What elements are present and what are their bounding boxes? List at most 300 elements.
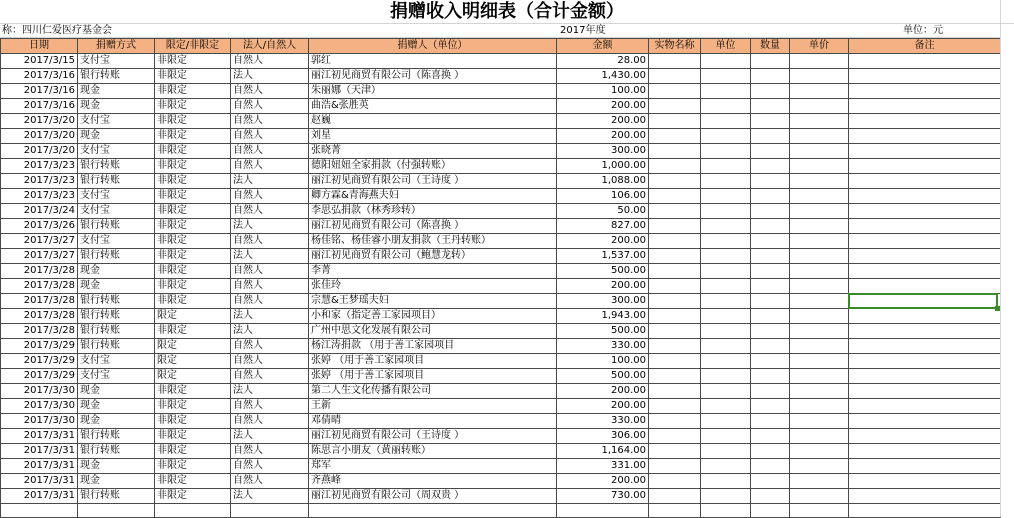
- item-name-cell[interactable]: [649, 399, 701, 414]
- donor-type-cell[interactable]: 自然人: [231, 414, 309, 429]
- date-cell[interactable]: 2017/3/27: [1, 234, 78, 249]
- remarks-cell[interactable]: [849, 189, 1001, 204]
- unit-price-cell[interactable]: [790, 264, 849, 279]
- unit-cell[interactable]: [701, 54, 751, 69]
- remarks-cell[interactable]: [849, 384, 1001, 399]
- quantity-cell[interactable]: [751, 204, 790, 219]
- date-cell[interactable]: 2017/3/28: [1, 294, 78, 309]
- donor-cell[interactable]: 朱丽娜（天津）: [309, 84, 557, 99]
- remarks-cell[interactable]: [849, 429, 1001, 444]
- unit-price-cell[interactable]: [790, 144, 849, 159]
- item-name-cell[interactable]: [649, 144, 701, 159]
- donor-type-cell[interactable]: 法人: [231, 69, 309, 84]
- item-name-cell[interactable]: [649, 219, 701, 234]
- restriction-cell[interactable]: 非限定: [155, 54, 231, 69]
- amount-cell[interactable]: 730.00: [557, 489, 649, 504]
- method-cell[interactable]: [78, 504, 155, 518]
- donor-cell[interactable]: 曲浩&张胜英: [309, 99, 557, 114]
- donor-type-cell[interactable]: 法人: [231, 429, 309, 444]
- unit-price-cell[interactable]: [790, 324, 849, 339]
- donor-type-cell[interactable]: 自然人: [231, 279, 309, 294]
- method-cell[interactable]: 银行转账: [78, 429, 155, 444]
- unit-price-cell[interactable]: [790, 249, 849, 264]
- method-cell[interactable]: 银行转账: [78, 339, 155, 354]
- quantity-cell[interactable]: [751, 354, 790, 369]
- amount-cell[interactable]: 100.00: [557, 84, 649, 99]
- restriction-cell[interactable]: 非限定: [155, 279, 231, 294]
- donor-type-cell[interactable]: 法人: [231, 489, 309, 504]
- unit-cell[interactable]: [701, 294, 751, 309]
- method-cell[interactable]: 现金: [78, 84, 155, 99]
- method-cell[interactable]: 银行转账: [78, 324, 155, 339]
- donor-type-cell[interactable]: 法人: [231, 309, 309, 324]
- donor-cell[interactable]: 丽江初见商贸有限公司（王诗度 ）: [309, 174, 557, 189]
- restriction-cell[interactable]: 非限定: [155, 204, 231, 219]
- quantity-cell[interactable]: [751, 414, 790, 429]
- method-cell[interactable]: 支付宝: [78, 144, 155, 159]
- unit-price-cell[interactable]: [790, 399, 849, 414]
- donor-cell[interactable]: 丽江初见商贸有限公司（周双贵 ）: [309, 489, 557, 504]
- donor-type-cell[interactable]: 自然人: [231, 204, 309, 219]
- date-cell[interactable]: 2017/3/29: [1, 339, 78, 354]
- date-cell[interactable]: 2017/3/24: [1, 204, 78, 219]
- amount-cell[interactable]: 200.00: [557, 399, 649, 414]
- unit-cell[interactable]: [701, 204, 751, 219]
- remarks-cell[interactable]: [849, 219, 1001, 234]
- donor-cell[interactable]: 丽江初见商贸有限公司（陈喜换 ）: [309, 69, 557, 84]
- method-cell[interactable]: 银行转账: [78, 69, 155, 84]
- unit-price-cell[interactable]: [790, 174, 849, 189]
- remarks-cell[interactable]: [849, 369, 1001, 384]
- remarks-cell[interactable]: [849, 459, 1001, 474]
- quantity-cell[interactable]: [751, 459, 790, 474]
- quantity-cell[interactable]: [751, 399, 790, 414]
- amount-cell[interactable]: 200.00: [557, 114, 649, 129]
- donor-type-cell[interactable]: 自然人: [231, 399, 309, 414]
- item-name-cell[interactable]: [649, 324, 701, 339]
- item-name-cell[interactable]: [649, 474, 701, 489]
- unit-price-cell[interactable]: [790, 354, 849, 369]
- date-cell[interactable]: [1, 504, 78, 518]
- donor-cell[interactable]: 齐燕峰: [309, 474, 557, 489]
- donor-type-cell[interactable]: 自然人: [231, 369, 309, 384]
- date-cell[interactable]: 2017/3/28: [1, 264, 78, 279]
- donor-type-cell[interactable]: 自然人: [231, 339, 309, 354]
- method-cell[interactable]: 现金: [78, 279, 155, 294]
- method-cell[interactable]: 银行转账: [78, 219, 155, 234]
- donor-type-cell[interactable]: 法人: [231, 384, 309, 399]
- quantity-cell[interactable]: [751, 369, 790, 384]
- amount-cell[interactable]: 500.00: [557, 264, 649, 279]
- remarks-cell[interactable]: [849, 159, 1001, 174]
- donor-type-cell[interactable]: 自然人: [231, 99, 309, 114]
- amount-cell[interactable]: 200.00: [557, 234, 649, 249]
- remarks-cell[interactable]: [849, 354, 1001, 369]
- unit-cell[interactable]: [701, 114, 751, 129]
- quantity-cell[interactable]: [751, 384, 790, 399]
- quantity-cell[interactable]: [751, 279, 790, 294]
- item-name-cell[interactable]: [649, 129, 701, 144]
- date-cell[interactable]: 2017/3/23: [1, 159, 78, 174]
- date-cell[interactable]: 2017/3/31: [1, 444, 78, 459]
- item-name-cell[interactable]: [649, 309, 701, 324]
- date-cell[interactable]: 2017/3/31: [1, 429, 78, 444]
- remarks-cell[interactable]: [849, 99, 1001, 114]
- donor-cell[interactable]: 丽江初见商贸有限公司（陈喜换 ）: [309, 219, 557, 234]
- item-name-cell[interactable]: [649, 234, 701, 249]
- method-cell[interactable]: 支付宝: [78, 54, 155, 69]
- unit-cell[interactable]: [701, 309, 751, 324]
- item-name-cell[interactable]: [649, 69, 701, 84]
- method-cell[interactable]: 支付宝: [78, 369, 155, 384]
- donor-cell[interactable]: 赵巍: [309, 114, 557, 129]
- item-name-cell[interactable]: [649, 339, 701, 354]
- method-cell[interactable]: 支付宝: [78, 114, 155, 129]
- item-name-cell[interactable]: [649, 114, 701, 129]
- date-cell[interactable]: 2017/3/15: [1, 54, 78, 69]
- method-cell[interactable]: 支付宝: [78, 354, 155, 369]
- amount-cell[interactable]: 50.00: [557, 204, 649, 219]
- unit-price-cell[interactable]: [790, 384, 849, 399]
- item-name-cell[interactable]: [649, 159, 701, 174]
- item-name-cell[interactable]: [649, 264, 701, 279]
- unit-price-cell[interactable]: [790, 369, 849, 384]
- remarks-cell[interactable]: [849, 234, 1001, 249]
- date-cell[interactable]: 2017/3/28: [1, 324, 78, 339]
- amount-cell[interactable]: 106.00: [557, 189, 649, 204]
- unit-price-cell[interactable]: [790, 414, 849, 429]
- unit-cell[interactable]: [701, 414, 751, 429]
- item-name-cell[interactable]: [649, 414, 701, 429]
- amount-cell[interactable]: 300.00: [557, 294, 649, 309]
- method-cell[interactable]: 现金: [78, 399, 155, 414]
- remarks-cell[interactable]: [849, 204, 1001, 219]
- unit-cell[interactable]: [701, 84, 751, 99]
- unit-price-cell[interactable]: [790, 99, 849, 114]
- remarks-cell[interactable]: [849, 504, 1001, 518]
- item-name-cell[interactable]: [649, 459, 701, 474]
- amount-cell[interactable]: 330.00: [557, 339, 649, 354]
- date-cell[interactable]: 2017/3/23: [1, 174, 78, 189]
- donor-cell[interactable]: 杨佳铭、杨佳睿小朋友捐款（王丹转账）: [309, 234, 557, 249]
- quantity-cell[interactable]: [751, 264, 790, 279]
- unit-price-cell[interactable]: [790, 444, 849, 459]
- restriction-cell[interactable]: 非限定: [155, 84, 231, 99]
- item-name-cell[interactable]: [649, 249, 701, 264]
- amount-cell[interactable]: 28.00: [557, 54, 649, 69]
- donor-cell[interactable]: 小和家（指定善工家园项目）: [309, 309, 557, 324]
- donor-type-cell[interactable]: 自然人: [231, 234, 309, 249]
- donor-cell[interactable]: 广州中思文化发展有限公司: [309, 324, 557, 339]
- amount-cell[interactable]: 1,088.00: [557, 174, 649, 189]
- donor-cell[interactable]: 郑军: [309, 459, 557, 474]
- unit-price-cell[interactable]: [790, 114, 849, 129]
- unit-cell[interactable]: [701, 264, 751, 279]
- donor-cell[interactable]: 刘星: [309, 129, 557, 144]
- unit-price-cell[interactable]: [790, 54, 849, 69]
- amount-cell[interactable]: 1,430.00: [557, 69, 649, 84]
- amount-cell[interactable]: 1,164.00: [557, 444, 649, 459]
- amount-cell[interactable]: 306.00: [557, 429, 649, 444]
- unit-cell[interactable]: [701, 324, 751, 339]
- restriction-cell[interactable]: 非限定: [155, 249, 231, 264]
- amount-cell[interactable]: 1,943.00: [557, 309, 649, 324]
- amount-cell[interactable]: 1,000.00: [557, 159, 649, 174]
- quantity-cell[interactable]: [751, 294, 790, 309]
- amount-cell[interactable]: [557, 504, 649, 518]
- restriction-cell[interactable]: 非限定: [155, 384, 231, 399]
- donor-cell[interactable]: 张佳玲: [309, 279, 557, 294]
- donor-type-cell[interactable]: 自然人: [231, 144, 309, 159]
- unit-cell[interactable]: [701, 279, 751, 294]
- date-cell[interactable]: 2017/3/20: [1, 144, 78, 159]
- remarks-cell[interactable]: [849, 249, 1001, 264]
- unit-price-cell[interactable]: [790, 489, 849, 504]
- quantity-cell[interactable]: [751, 249, 790, 264]
- quantity-cell[interactable]: [751, 54, 790, 69]
- method-cell[interactable]: 银行转账: [78, 444, 155, 459]
- quantity-cell[interactable]: [751, 504, 790, 518]
- quantity-cell[interactable]: [751, 84, 790, 99]
- restriction-cell[interactable]: 限定: [155, 354, 231, 369]
- donor-type-cell[interactable]: 自然人: [231, 459, 309, 474]
- amount-cell[interactable]: 300.00: [557, 144, 649, 159]
- unit-price-cell[interactable]: [790, 459, 849, 474]
- amount-cell[interactable]: 200.00: [557, 99, 649, 114]
- remarks-cell[interactable]: [849, 54, 1001, 69]
- unit-price-cell[interactable]: [790, 219, 849, 234]
- unit-price-cell[interactable]: [790, 309, 849, 324]
- amount-cell[interactable]: 330.00: [557, 414, 649, 429]
- remarks-cell[interactable]: [849, 324, 1001, 339]
- quantity-cell[interactable]: [751, 219, 790, 234]
- restriction-cell[interactable]: 非限定: [155, 294, 231, 309]
- restriction-cell[interactable]: 非限定: [155, 234, 231, 249]
- donor-type-cell[interactable]: 自然人: [231, 264, 309, 279]
- donor-type-cell[interactable]: 自然人: [231, 129, 309, 144]
- method-cell[interactable]: 支付宝: [78, 189, 155, 204]
- remarks-cell[interactable]: [849, 84, 1001, 99]
- quantity-cell[interactable]: [751, 444, 790, 459]
- restriction-cell[interactable]: 非限定: [155, 174, 231, 189]
- restriction-cell[interactable]: 非限定: [155, 264, 231, 279]
- unit-price-cell[interactable]: [790, 339, 849, 354]
- quantity-cell[interactable]: [751, 69, 790, 84]
- item-name-cell[interactable]: [649, 354, 701, 369]
- unit-price-cell[interactable]: [790, 69, 849, 84]
- restriction-cell[interactable]: 非限定: [155, 444, 231, 459]
- quantity-cell[interactable]: [751, 189, 790, 204]
- donor-cell[interactable]: 张婷 （用于善工家园项目: [309, 369, 557, 384]
- donor-type-cell[interactable]: 自然人: [231, 189, 309, 204]
- restriction-cell[interactable]: 非限定: [155, 99, 231, 114]
- method-cell[interactable]: 银行转账: [78, 174, 155, 189]
- donor-cell[interactable]: 第二人生文化传播有限公司: [309, 384, 557, 399]
- donor-type-cell[interactable]: 自然人: [231, 294, 309, 309]
- unit-cell[interactable]: [701, 429, 751, 444]
- restriction-cell[interactable]: 非限定: [155, 69, 231, 84]
- donor-cell[interactable]: 德阳妞妞全家捐款（付强转账）: [309, 159, 557, 174]
- quantity-cell[interactable]: [751, 324, 790, 339]
- amount-cell[interactable]: 1,537.00: [557, 249, 649, 264]
- method-cell[interactable]: 现金: [78, 99, 155, 114]
- method-cell[interactable]: 银行转账: [78, 309, 155, 324]
- restriction-cell[interactable]: 非限定: [155, 114, 231, 129]
- item-name-cell[interactable]: [649, 384, 701, 399]
- donor-cell[interactable]: 张晓菁: [309, 144, 557, 159]
- date-cell[interactable]: 2017/3/28: [1, 279, 78, 294]
- unit-price-cell[interactable]: [790, 234, 849, 249]
- amount-cell[interactable]: 500.00: [557, 369, 649, 384]
- amount-cell[interactable]: 200.00: [557, 384, 649, 399]
- unit-cell[interactable]: [701, 234, 751, 249]
- remarks-cell[interactable]: [849, 339, 1001, 354]
- unit-cell[interactable]: [701, 474, 751, 489]
- quantity-cell[interactable]: [751, 234, 790, 249]
- item-name-cell[interactable]: [649, 504, 701, 518]
- remarks-cell[interactable]: [849, 69, 1001, 84]
- method-cell[interactable]: 银行转账: [78, 294, 155, 309]
- method-cell[interactable]: 现金: [78, 474, 155, 489]
- item-name-cell[interactable]: [649, 204, 701, 219]
- date-cell[interactable]: 2017/3/29: [1, 369, 78, 384]
- unit-cell[interactable]: [701, 504, 751, 518]
- method-cell[interactable]: 现金: [78, 414, 155, 429]
- unit-cell[interactable]: [701, 174, 751, 189]
- unit-cell[interactable]: [701, 444, 751, 459]
- unit-cell[interactable]: [701, 489, 751, 504]
- restriction-cell[interactable]: 非限定: [155, 324, 231, 339]
- remarks-cell[interactable]: [849, 414, 1001, 429]
- quantity-cell[interactable]: [751, 114, 790, 129]
- item-name-cell[interactable]: [649, 294, 701, 309]
- item-name-cell[interactable]: [649, 99, 701, 114]
- amount-cell[interactable]: 200.00: [557, 279, 649, 294]
- date-cell[interactable]: 2017/3/16: [1, 99, 78, 114]
- item-name-cell[interactable]: [649, 279, 701, 294]
- donor-cell[interactable]: 王新: [309, 399, 557, 414]
- amount-cell[interactable]: 331.00: [557, 459, 649, 474]
- unit-cell[interactable]: [701, 399, 751, 414]
- unit-cell[interactable]: [701, 129, 751, 144]
- item-name-cell[interactable]: [649, 429, 701, 444]
- quantity-cell[interactable]: [751, 144, 790, 159]
- method-cell[interactable]: 支付宝: [78, 204, 155, 219]
- unit-price-cell[interactable]: [790, 204, 849, 219]
- quantity-cell[interactable]: [751, 309, 790, 324]
- item-name-cell[interactable]: [649, 489, 701, 504]
- donor-cell[interactable]: 宗慧&王梦瑶夫妇: [309, 294, 557, 309]
- donor-cell[interactable]: 卿方霖&青海燕夫妇: [309, 189, 557, 204]
- method-cell[interactable]: 现金: [78, 264, 155, 279]
- donor-type-cell[interactable]: [231, 504, 309, 518]
- date-cell[interactable]: 2017/3/27: [1, 249, 78, 264]
- restriction-cell[interactable]: 非限定: [155, 489, 231, 504]
- remarks-cell[interactable]: [849, 279, 1001, 294]
- donor-type-cell[interactable]: 自然人: [231, 159, 309, 174]
- quantity-cell[interactable]: [751, 429, 790, 444]
- method-cell[interactable]: 银行转账: [78, 489, 155, 504]
- restriction-cell[interactable]: 非限定: [155, 129, 231, 144]
- unit-price-cell[interactable]: [790, 474, 849, 489]
- amount-cell[interactable]: 100.00: [557, 354, 649, 369]
- unit-price-cell[interactable]: [790, 429, 849, 444]
- donor-cell[interactable]: 张婷 （用于善工家园项目: [309, 354, 557, 369]
- restriction-cell[interactable]: 限定: [155, 309, 231, 324]
- unit-price-cell[interactable]: [790, 294, 849, 309]
- method-cell[interactable]: 现金: [78, 129, 155, 144]
- restriction-cell[interactable]: 非限定: [155, 459, 231, 474]
- donor-cell[interactable]: 郭红: [309, 54, 557, 69]
- unit-price-cell[interactable]: [790, 129, 849, 144]
- date-cell[interactable]: 2017/3/23: [1, 189, 78, 204]
- unit-cell[interactable]: [701, 369, 751, 384]
- donor-cell[interactable]: 邓倩晴: [309, 414, 557, 429]
- unit-cell[interactable]: [701, 354, 751, 369]
- donor-type-cell[interactable]: 法人: [231, 219, 309, 234]
- amount-cell[interactable]: 200.00: [557, 129, 649, 144]
- date-cell[interactable]: 2017/3/31: [1, 489, 78, 504]
- amount-cell[interactable]: 200.00: [557, 474, 649, 489]
- donor-cell[interactable]: 丽江初见商贸有限公司（王诗度 ）: [309, 429, 557, 444]
- unit-cell[interactable]: [701, 384, 751, 399]
- donor-type-cell[interactable]: 自然人: [231, 114, 309, 129]
- unit-price-cell[interactable]: [790, 84, 849, 99]
- remarks-cell[interactable]: [849, 144, 1001, 159]
- item-name-cell[interactable]: [649, 84, 701, 99]
- quantity-cell[interactable]: [751, 474, 790, 489]
- quantity-cell[interactable]: [751, 174, 790, 189]
- date-cell[interactable]: 2017/3/29: [1, 354, 78, 369]
- item-name-cell[interactable]: [649, 444, 701, 459]
- unit-price-cell[interactable]: [790, 504, 849, 518]
- remarks-cell[interactable]: [849, 114, 1001, 129]
- method-cell[interactable]: 银行转账: [78, 159, 155, 174]
- method-cell[interactable]: 支付宝: [78, 234, 155, 249]
- date-cell[interactable]: 2017/3/30: [1, 414, 78, 429]
- remarks-cell[interactable]: [849, 174, 1001, 189]
- donor-type-cell[interactable]: 自然人: [231, 84, 309, 99]
- date-cell[interactable]: 2017/3/28: [1, 309, 78, 324]
- quantity-cell[interactable]: [751, 489, 790, 504]
- restriction-cell[interactable]: 非限定: [155, 159, 231, 174]
- donor-type-cell[interactable]: 法人: [231, 249, 309, 264]
- restriction-cell[interactable]: 非限定: [155, 144, 231, 159]
- restriction-cell[interactable]: 非限定: [155, 429, 231, 444]
- restriction-cell[interactable]: 限定: [155, 339, 231, 354]
- restriction-cell[interactable]: 非限定: [155, 399, 231, 414]
- unit-cell[interactable]: [701, 144, 751, 159]
- unit-cell[interactable]: [701, 189, 751, 204]
- restriction-cell[interactable]: 非限定: [155, 414, 231, 429]
- date-cell[interactable]: 2017/3/30: [1, 384, 78, 399]
- date-cell[interactable]: 2017/3/30: [1, 399, 78, 414]
- remarks-cell[interactable]: [849, 474, 1001, 489]
- donor-cell[interactable]: [309, 504, 557, 518]
- date-cell[interactable]: 2017/3/26: [1, 219, 78, 234]
- date-cell[interactable]: 2017/3/16: [1, 84, 78, 99]
- method-cell[interactable]: 银行转账: [78, 249, 155, 264]
- remarks-cell[interactable]: [849, 444, 1001, 459]
- donor-type-cell[interactable]: 法人: [231, 174, 309, 189]
- item-name-cell[interactable]: [649, 54, 701, 69]
- unit-cell[interactable]: [701, 69, 751, 84]
- item-name-cell[interactable]: [649, 369, 701, 384]
- donor-type-cell[interactable]: 自然人: [231, 354, 309, 369]
- selected-cell[interactable]: [848, 293, 998, 309]
- quantity-cell[interactable]: [751, 99, 790, 114]
- amount-cell[interactable]: 827.00: [557, 219, 649, 234]
